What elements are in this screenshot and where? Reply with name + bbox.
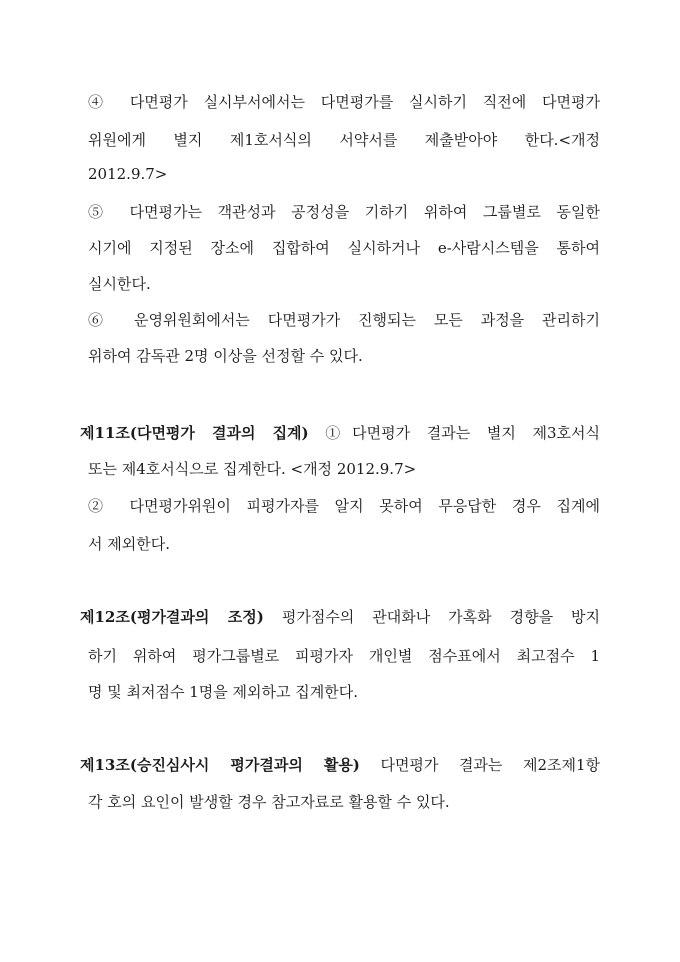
article13-heading: 제13조(승진심사시 평가결과의 활용)	[80, 756, 360, 774]
article10-p4-line3: 2012.9.7>	[88, 165, 168, 183]
article12-line2: 하기 위하여 평가그룹별로 피평가자 개인별 점수표에서 최고점수 1	[88, 647, 600, 665]
article11-p2-line1: ② 다면평가위원이 피평가자를 알지 못하여 무응답한 경우 집계에	[88, 497, 600, 515]
article13-line2: 각 호의 요인이 발생할 경우 참고자료로 활용할 수 있다.	[88, 793, 450, 811]
article11-heading: 제11조(다면평가 결과의 집계)	[80, 424, 309, 442]
article13-line1	[80, 755, 600, 775]
article11-line2: 또는 제4호서식으로 집계한다. <개정 2012.9.7>	[88, 460, 417, 478]
article13-line1-text: 다면평가 결과는 제2조제1항	[380, 756, 600, 774]
article10-p5-line2: 시기에 지정된 장소에 집합하여 실시하거나 e-사람시스템을 통하여	[88, 239, 600, 257]
article10-p5-line3: 실시한다.	[88, 275, 151, 293]
article10-p5-line1: ⑤ 다면평가는 객관성과 공정성을 기하기 위하여 그룹별로 동일한	[88, 203, 600, 221]
article12-line1	[80, 607, 600, 627]
article10-p4-line1: ④ 다면평가 실시부서에서는 다면평가를 실시하기 직전에 다면평가	[88, 93, 600, 111]
article12-line3: 명 및 최저점수 1명을 제외하고 집계한다.	[88, 683, 358, 701]
article10-p4-line2: 위원에게 별지 제1호서식의 서약서를 제출받아야 한다.<개정	[88, 131, 600, 149]
article10-p6-line1: ⑥ 운영위원회에서는 다면평가가 진행되는 모든 과정을 관리하기	[88, 311, 600, 329]
article12-line1-text: 평가점수의 관대화나 가혹화 경향을 방지	[281, 608, 600, 626]
article11-p2-line2: 서 제외한다.	[88, 535, 170, 553]
article10-p6-line2: 위하여 감독관 2명 이상을 선정할 수 있다.	[88, 347, 363, 365]
article11-line1-text: ①다면평가 결과는 별지 제3호서식	[325, 424, 600, 442]
article12-heading: 제12조(평가결과의 조정)	[80, 608, 264, 626]
article11-line1	[80, 423, 600, 443]
